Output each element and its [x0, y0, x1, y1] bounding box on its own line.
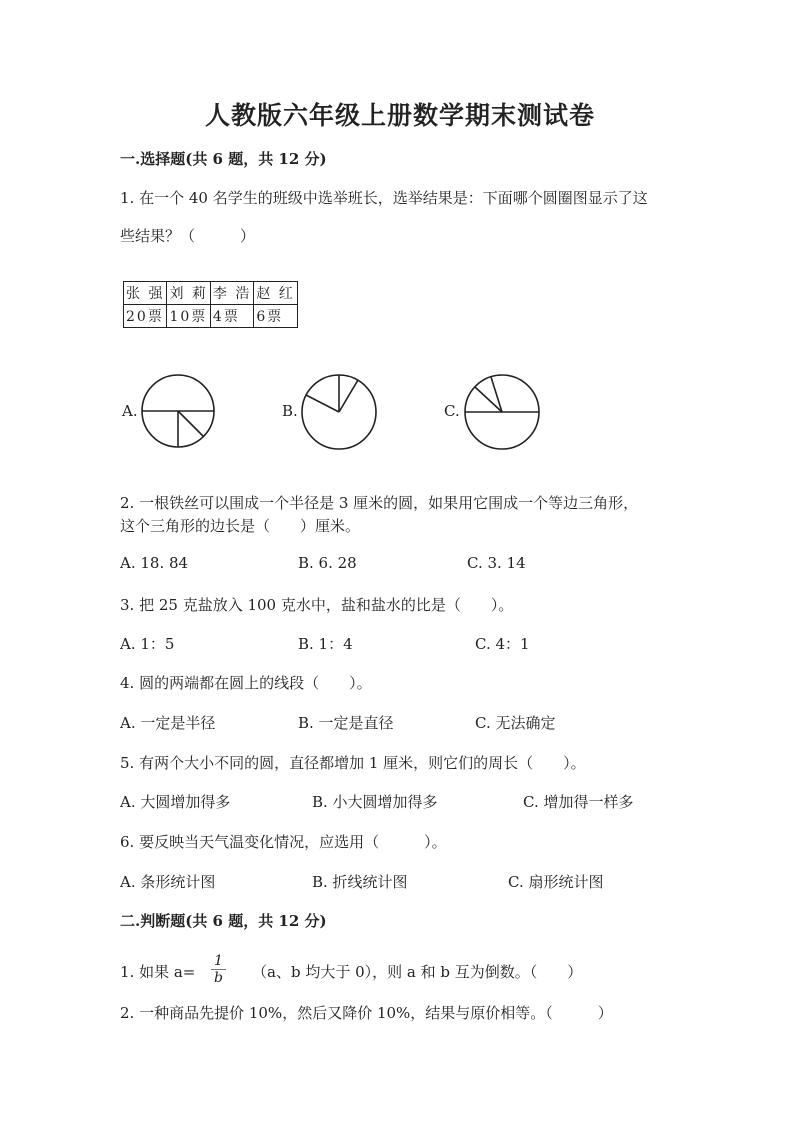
question-6: 6. 要反映当天气温变化情况，应选用（ ）。: [120, 833, 447, 851]
fraction-denominator: b: [213, 970, 223, 986]
question-4-option-c[interactable]: C. 无法确定: [475, 714, 556, 732]
question-1-line2: 些结果？（ ）: [120, 227, 256, 245]
option-a-label[interactable]: A.: [122, 402, 138, 420]
pie-circle-a[interactable]: [140, 373, 216, 449]
question-2-line2: 这个三角形的边长是（ ）厘米。: [120, 517, 361, 535]
question-2-option-c[interactable]: C. 3. 14: [467, 554, 526, 572]
question-3: 3. 把 25 克盐放入 100 克水中，盐和盐水的比是（ ）。: [120, 596, 514, 614]
question-4-option-a[interactable]: A. 一定是半径: [120, 714, 216, 732]
vote-table-name: 赵 红: [254, 282, 297, 305]
question-4-option-b[interactable]: B. 一定是直径: [298, 714, 394, 732]
question-6-option-a[interactable]: A. 条形统计图: [120, 873, 216, 891]
vote-table-count: 10票: [167, 305, 210, 328]
fraction-one-over-b: [211, 953, 226, 986]
vote-table-count: 4票: [210, 305, 253, 328]
pie-circle-b[interactable]: [300, 373, 378, 451]
question-5: 5. 有两个大小不同的圆，直径都增加 1 厘米，则它们的周长（ ）。: [120, 754, 586, 772]
option-c-label[interactable]: C.: [444, 402, 460, 420]
vote-table-count: 20票: [124, 305, 167, 328]
question-3-option-c[interactable]: C. 4：1: [475, 635, 530, 653]
vote-table-name: 张 强: [124, 282, 167, 305]
vote-table-count: 6票: [254, 305, 297, 328]
pie-circle-c[interactable]: [463, 373, 541, 451]
question-2-option-b[interactable]: B. 6. 28: [298, 554, 357, 572]
page-title: 人教版六年级上册数学期末测试卷: [204, 101, 595, 130]
question-4: 4. 圆的两端都在圆上的线段（ ）。: [120, 674, 372, 692]
question-3-option-b[interactable]: B. 1：4: [298, 635, 353, 653]
section-heading-choice: 一.选择题(共 6 题，共 12 分): [120, 150, 327, 168]
question-2-option-a[interactable]: A. 18. 84: [120, 554, 189, 572]
option-b-label[interactable]: B.: [282, 402, 298, 420]
question-5-option-a[interactable]: A. 大圆增加得多: [120, 793, 231, 811]
question-6-option-b[interactable]: B. 折线统计图: [312, 873, 408, 891]
judge-question-2: 2. 一种商品先提价 10%，然后又降价 10%，结果与原价相等。（ ）: [120, 1004, 613, 1022]
vote-table-name: 刘 莉: [167, 282, 210, 305]
question-6-option-c[interactable]: C. 扇形统计图: [508, 873, 604, 891]
question-5-option-b[interactable]: B. 小大圆增加得多: [312, 793, 438, 811]
judge-question-1-suffix: （a、b 均大于 0），则 a 和 b 互为倒数。（ ）: [252, 963, 583, 981]
question-2-line1: 2. 一根铁丝可以围成一个半径是 3 厘米的圆，如果用它围成一个等边三角形，: [120, 494, 639, 512]
section-heading-judge: 二.判断题(共 6 题，共 12 分): [120, 912, 327, 930]
question-1-line1: 1. 在一个 40 名学生的班级中选举班长，选举结果是：下面哪个圆圈图显示了这: [120, 189, 648, 207]
judge-question-1-prefix: 1. 如果 a=: [120, 963, 196, 981]
vote-table: [123, 281, 298, 328]
question-5-option-c[interactable]: C. 增加得一样多: [523, 793, 634, 811]
vote-table-name: 李 浩: [210, 282, 253, 305]
fraction-numerator: 1: [211, 953, 226, 970]
question-3-option-a[interactable]: A. 1：5: [120, 635, 175, 653]
